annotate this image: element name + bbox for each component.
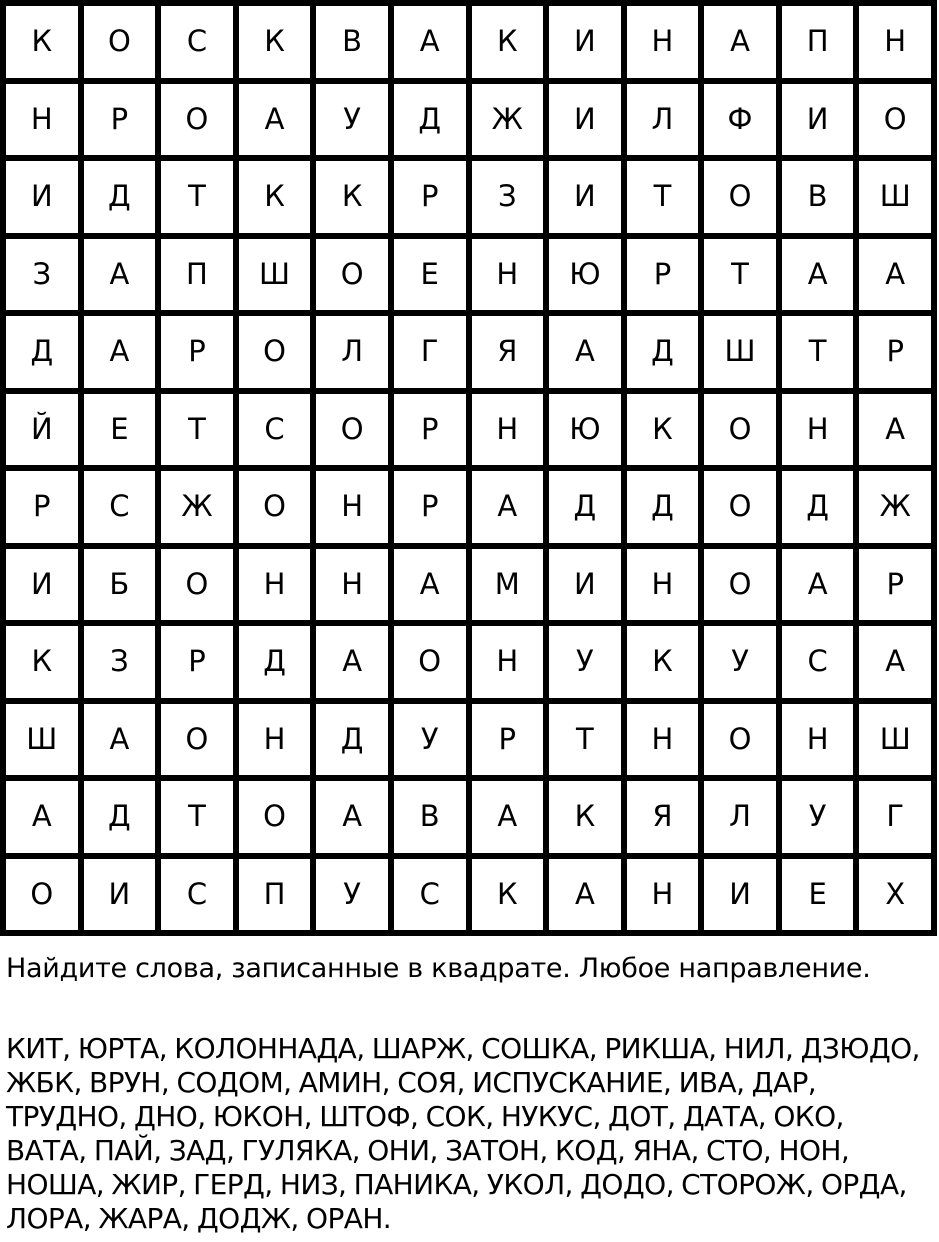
grid-cell[interactable]: Д xyxy=(549,471,621,543)
instruction-text: Найдите слова, записанные в квадрате. Любое направление. xyxy=(6,953,871,984)
grid-cell[interactable]: М xyxy=(472,549,544,621)
grid-cell[interactable]: П xyxy=(782,6,854,78)
grid-cell[interactable]: Н xyxy=(6,84,78,156)
grid-cell[interactable]: А xyxy=(782,549,854,621)
grid-cell[interactable]: Е xyxy=(394,239,466,311)
grid-cell[interactable]: Т xyxy=(161,161,233,233)
grid-cell[interactable]: И xyxy=(6,549,78,621)
grid-cell[interactable]: А xyxy=(394,6,466,78)
grid-cell[interactable]: Р xyxy=(859,549,931,621)
word-list: КИТ, ЮРТА, КОЛОННАДА, ШАРЖ, СОШКА, РИКША, НИЛ, ДЗЮДО, ЖБК, ВРУН, СОДОМ, АМИН, СОЯ, ИСПУСКАНИЕ, ИВА, ДАР, ТРУДНО, ДНО, ЮКОН, ШТОФ, СОК, НУКУС, ДОТ, ДАТА, ОКО, ВАТА, ПАЙ, ЗАД, ГУЛЯКА, ОНИ, ЗАТОН, КОД, ЯНА, СТО, НОН, НОША, ЖИР, ГЕРД, НИЗ, ПАНИКА, УКОЛ, ДОДО, СТОРОЖ, ОРДА, ЛОРА, ЖАРА, ДОДЖ, ОРАН. xyxy=(6,1032,920,1235)
grid-cell[interactable]: Д xyxy=(239,626,311,698)
grid-cell[interactable]: Г xyxy=(859,781,931,853)
grid-cell[interactable]: О xyxy=(6,859,78,931)
grid-cell[interactable]: А xyxy=(239,84,311,156)
grid-cell[interactable]: Н xyxy=(627,549,699,621)
grid-cell[interactable]: Р xyxy=(394,471,466,543)
grid-cell[interactable]: Т xyxy=(549,704,621,776)
grid-cell[interactable]: А xyxy=(316,781,388,853)
grid-cell[interactable]: Й xyxy=(6,394,78,466)
grid-cell[interactable]: Т xyxy=(704,239,776,311)
grid-cell[interactable]: К xyxy=(472,859,544,931)
grid-cell[interactable]: В xyxy=(394,781,466,853)
grid-cell[interactable]: У xyxy=(782,781,854,853)
grid-cell[interactable]: Ш xyxy=(239,239,311,311)
grid-cell[interactable]: К xyxy=(627,394,699,466)
grid-cell[interactable]: Н xyxy=(782,394,854,466)
grid-cell[interactable]: Е xyxy=(782,859,854,931)
grid-cell[interactable]: О xyxy=(161,704,233,776)
grid-cell[interactable]: И xyxy=(782,84,854,156)
grid-cell[interactable]: О xyxy=(704,549,776,621)
grid-cell[interactable]: О xyxy=(704,471,776,543)
grid-cell[interactable]: И xyxy=(549,549,621,621)
grid-cell[interactable]: Н xyxy=(472,626,544,698)
grid-cell[interactable]: Р xyxy=(6,471,78,543)
grid-cell[interactable]: Н xyxy=(627,859,699,931)
grid-cell[interactable]: Р xyxy=(84,84,156,156)
grid-cell[interactable]: Н xyxy=(627,704,699,776)
grid-cell[interactable]: Л xyxy=(627,84,699,156)
grid-cell[interactable]: З xyxy=(472,161,544,233)
grid-cell[interactable]: Ф xyxy=(704,84,776,156)
grid-cell[interactable]: Т xyxy=(161,781,233,853)
grid-cell[interactable]: И xyxy=(84,859,156,931)
grid-cell[interactable]: Н xyxy=(859,6,931,78)
grid-cell[interactable]: В xyxy=(316,6,388,78)
grid-cell[interactable]: Л xyxy=(704,781,776,853)
grid-cell[interactable]: Х xyxy=(859,859,931,931)
grid-cell[interactable]: Н xyxy=(316,549,388,621)
grid-cell[interactable]: С xyxy=(161,6,233,78)
grid-cell[interactable]: Н xyxy=(472,239,544,311)
grid-cell[interactable]: К xyxy=(239,161,311,233)
grid-cell[interactable]: А xyxy=(84,704,156,776)
grid-cell[interactable]: А xyxy=(704,6,776,78)
grid-cell[interactable]: Р xyxy=(472,704,544,776)
grid-cell[interactable]: П xyxy=(161,239,233,311)
grid-cell[interactable]: Ж xyxy=(859,471,931,543)
grid-cell[interactable]: Т xyxy=(627,161,699,233)
grid-cell[interactable]: С xyxy=(394,859,466,931)
grid-cell[interactable]: О xyxy=(316,394,388,466)
grid-cell[interactable]: Р xyxy=(161,316,233,388)
grid-cell[interactable]: Р xyxy=(394,161,466,233)
grid-cell[interactable]: К xyxy=(549,781,621,853)
grid-cell[interactable]: З xyxy=(6,239,78,311)
grid-cell[interactable]: П xyxy=(239,859,311,931)
grid-cell[interactable]: А xyxy=(859,394,931,466)
grid-cell[interactable]: Р xyxy=(627,239,699,311)
grid-cell[interactable]: К xyxy=(239,6,311,78)
grid-cell[interactable]: У xyxy=(549,626,621,698)
grid-cell[interactable]: А xyxy=(316,626,388,698)
grid-cell[interactable]: И xyxy=(704,859,776,931)
grid-cell[interactable]: Ш xyxy=(859,161,931,233)
grid-cell[interactable]: Р xyxy=(394,394,466,466)
grid-cell[interactable]: Н xyxy=(782,704,854,776)
grid-cell[interactable]: А xyxy=(549,859,621,931)
grid-cell[interactable]: А xyxy=(549,316,621,388)
grid-cell[interactable]: Е xyxy=(84,394,156,466)
grid-cell[interactable]: К xyxy=(316,161,388,233)
grid-cell[interactable]: З xyxy=(84,626,156,698)
grid-cell[interactable]: Ю xyxy=(549,394,621,466)
grid-cell[interactable]: Я xyxy=(627,781,699,853)
grid-cell[interactable]: Ш xyxy=(859,704,931,776)
grid-cell[interactable]: Н xyxy=(316,471,388,543)
grid-cell[interactable]: Ж xyxy=(472,84,544,156)
grid-cell[interactable]: К xyxy=(472,6,544,78)
grid-cell[interactable]: У xyxy=(394,704,466,776)
grid-cell[interactable]: Р xyxy=(161,626,233,698)
grid-cell[interactable]: Н xyxy=(472,394,544,466)
grid-cell[interactable]: О xyxy=(394,626,466,698)
grid-cell[interactable]: Р xyxy=(859,316,931,388)
grid-cell[interactable]: А xyxy=(782,239,854,311)
grid-cell[interactable]: Д xyxy=(627,471,699,543)
grid-cell[interactable]: Т xyxy=(782,316,854,388)
grid-cell[interactable]: А xyxy=(394,549,466,621)
grid-cell[interactable]: О xyxy=(239,471,311,543)
grid-cell[interactable]: К xyxy=(6,6,78,78)
grid-cell[interactable]: И xyxy=(549,161,621,233)
grid-cell[interactable]: Н xyxy=(239,704,311,776)
grid-cell[interactable]: Д xyxy=(316,704,388,776)
grid-cell[interactable]: С xyxy=(161,859,233,931)
grid-cell[interactable]: Н xyxy=(627,6,699,78)
grid-cell[interactable]: И xyxy=(549,6,621,78)
grid-cell[interactable]: У xyxy=(316,84,388,156)
grid-cell[interactable]: О xyxy=(704,161,776,233)
grid-cell[interactable]: А xyxy=(859,626,931,698)
grid-cell[interactable]: У xyxy=(704,626,776,698)
grid-cell[interactable]: Ж xyxy=(161,471,233,543)
grid-cell[interactable]: И xyxy=(549,84,621,156)
grid-cell[interactable]: О xyxy=(704,704,776,776)
grid-cell[interactable]: Л xyxy=(316,316,388,388)
grid-cell[interactable]: К xyxy=(627,626,699,698)
grid-cell[interactable]: А xyxy=(6,781,78,853)
grid-cell[interactable]: Г xyxy=(394,316,466,388)
grid-cell[interactable]: А xyxy=(472,781,544,853)
grid-cell[interactable]: О xyxy=(704,394,776,466)
grid-cell[interactable]: О xyxy=(316,239,388,311)
grid-cell[interactable]: Ю xyxy=(549,239,621,311)
grid-cell[interactable]: Т xyxy=(161,394,233,466)
grid-cell[interactable]: К xyxy=(6,626,78,698)
grid-cell[interactable]: О xyxy=(161,84,233,156)
grid-cell[interactable]: У xyxy=(316,859,388,931)
grid-cell[interactable]: А xyxy=(84,316,156,388)
grid-cell[interactable]: Б xyxy=(84,549,156,621)
grid-cell[interactable]: Я xyxy=(472,316,544,388)
grid-cell[interactable]: В xyxy=(782,161,854,233)
grid-cell[interactable]: О xyxy=(859,84,931,156)
grid-cell[interactable]: А xyxy=(84,239,156,311)
grid-cell[interactable]: Д xyxy=(84,781,156,853)
grid-cell[interactable]: Д xyxy=(627,316,699,388)
grid-cell[interactable]: С xyxy=(239,394,311,466)
grid-cell[interactable]: Ш xyxy=(6,704,78,776)
grid-cell[interactable]: Д xyxy=(84,161,156,233)
grid-cell[interactable]: Ш xyxy=(704,316,776,388)
grid-cell[interactable]: Д xyxy=(782,471,854,543)
grid-cell[interactable]: И xyxy=(6,161,78,233)
grid-cell[interactable]: С xyxy=(782,626,854,698)
grid-cell[interactable]: О xyxy=(239,316,311,388)
grid-cell[interactable]: С xyxy=(84,471,156,543)
grid-cell[interactable]: О xyxy=(239,781,311,853)
grid-cell[interactable]: О xyxy=(84,6,156,78)
grid-cell[interactable]: Д xyxy=(394,84,466,156)
grid-cell[interactable]: О xyxy=(161,549,233,621)
grid-cell[interactable]: Н xyxy=(239,549,311,621)
grid-cell[interactable]: А xyxy=(859,239,931,311)
grid-cell[interactable]: Д xyxy=(6,316,78,388)
grid-cell[interactable]: А xyxy=(472,471,544,543)
